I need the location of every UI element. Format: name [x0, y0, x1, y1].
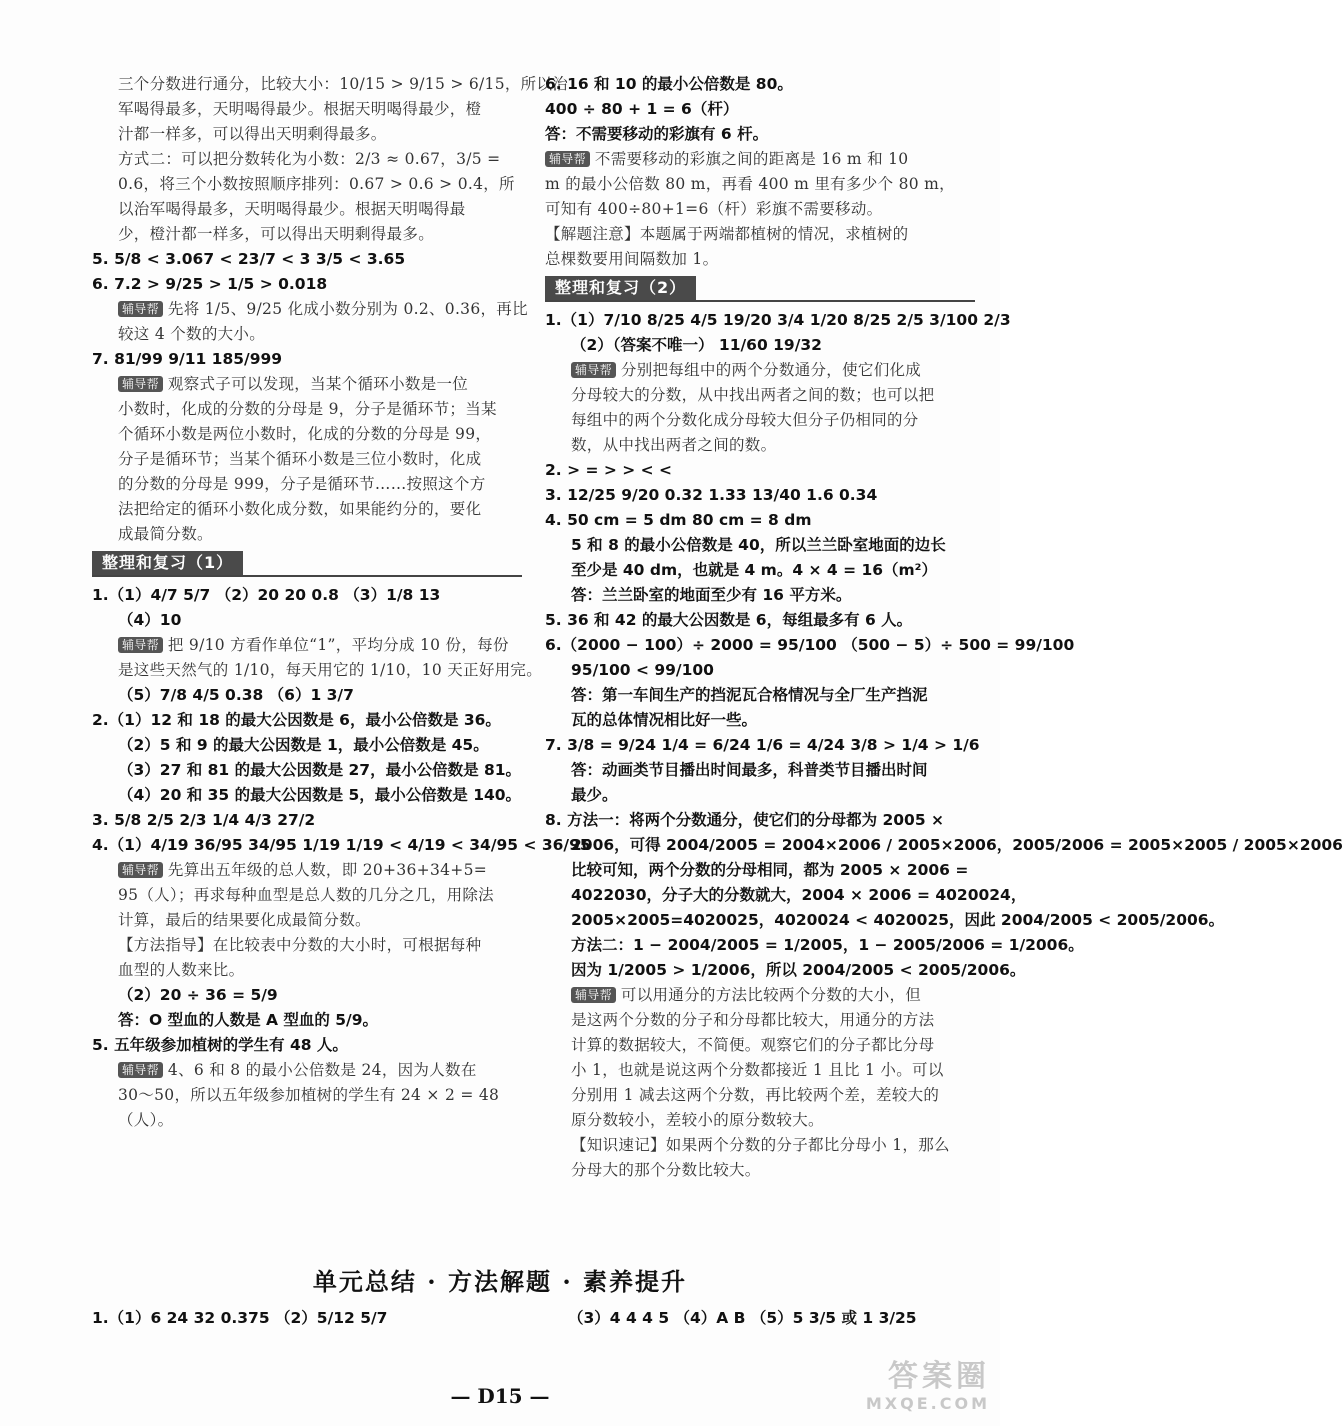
answer-text: 较这 4 个数的大小。: [118, 325, 266, 343]
answer-text: 血型的人数来比。: [118, 961, 245, 979]
answer-line: [92, 447, 522, 472]
answer-line: [545, 958, 1026, 983]
answer-text: 军喝得最多，天明喝得最少。根据天明喝得最少，橙: [118, 100, 482, 118]
answer-text: 5. 36 和 42 的最大公因数是 6，每组最多有 6 人。: [545, 611, 913, 629]
tutor-badge: 辅导帮: [118, 1062, 163, 1078]
answer-text: 不需要移动的彩旗之间的距离是 16 m 和 10: [594, 150, 909, 168]
answer-line: [545, 358, 975, 383]
answer-line: [545, 733, 980, 758]
answer-text: 法把给定的循环小数化成分数，如果能约分的，要化: [118, 500, 482, 518]
answer-line: [92, 172, 522, 197]
answer-text: 7. 3/8 = 9/24 1/4 = 6/24 1/6 = 4/24 3/8 > 1/4 > 1/6: [545, 736, 980, 754]
summary-answer-right: （3）4 4 4 5 （4）A B （5）5 3/5 或 1 3/25: [568, 1309, 917, 1327]
answer-line: [92, 372, 522, 397]
answer-line: [545, 408, 975, 433]
answer-line: [92, 733, 522, 758]
summary-title: 单元总结 · 方法解题 · 素养提升: [312, 1267, 688, 1296]
answer-text: 数，从中找出两者之间的数。: [571, 436, 777, 454]
answer-text: 3. 12/25 9/20 0.32 1.33 13/40 1.6 0.34: [545, 486, 878, 504]
answer-text: 5. 五年级参加植树的学生有 48 人。: [92, 1036, 348, 1054]
answer-line: [545, 458, 975, 483]
answer-line: [545, 247, 975, 272]
answer-text: 6. 7.2 > 9/25 > 1/5 > 0.018: [92, 275, 328, 293]
answer-text: 95/100 < 99/100: [571, 661, 714, 679]
watermark-text: 答案圈: [888, 1359, 990, 1394]
answer-text: （4）20 和 35 的最大公因数是 5，最小公倍数是 140。: [118, 786, 522, 804]
answer-line: [545, 122, 975, 147]
answer-line: [92, 658, 543, 683]
answer-line: [92, 197, 522, 222]
answer-text: 6. 16 和 10 的最小公倍数是 80。: [545, 75, 793, 93]
answer-text: 【知识速记】如果两个分数的分子都比分母小 1，那么: [571, 1136, 950, 1154]
answer-text: 成最简分数。: [118, 525, 213, 543]
answer-line: [92, 708, 522, 733]
answer-text: 分别把每组中的两个分数通分，使它们化成: [620, 361, 922, 379]
answer-line: [545, 172, 975, 197]
answer-text: 答：兰兰卧室的地面至少有 16 平方米。: [571, 586, 852, 604]
answer-text: 2006，可得 2004/2005 = 2004×2006 / 2005×2006，2005/2006 = 2005×2005 / 2005×2006: [571, 836, 1343, 854]
answer-text: 2.（1）12 和 18 的最大公因数是 6，最小公倍数是 36。: [92, 711, 501, 729]
answer-text: 每组中的两个分数化成分母较大但分子仍相同的分: [571, 411, 919, 429]
answer-line: [92, 1108, 522, 1133]
answer-line: [545, 708, 975, 733]
answer-text: 的分数的分母是 999，分子是循环节……按照这个方: [118, 475, 486, 493]
answer-text: 计算，最后的结果要化成最简分数。: [118, 911, 371, 929]
tutor-badge: 辅导帮: [118, 637, 163, 653]
answer-line: [545, 433, 975, 458]
answer-line: [92, 122, 522, 147]
answer-line: [92, 908, 522, 933]
answer-line: [92, 297, 528, 322]
answer-line: [92, 422, 522, 447]
answer-text: 4、6 和 8 的最小公倍数是 24，因为人数在: [167, 1061, 477, 1079]
answer-text: 分别用 1 减去这两个分数，再比较两个差，差较大的: [571, 1086, 940, 1104]
answer-text: 答：不需要移动的彩旗有 6 杆。: [545, 125, 769, 143]
answer-line: [92, 783, 522, 808]
tutor-badge: 辅导帮: [571, 987, 616, 1003]
answer-line: [92, 608, 522, 633]
answer-line: [92, 833, 591, 858]
answer-text: 原分数较小，差较小的原分数较大。: [571, 1111, 824, 1129]
answer-text: 1.（1）7/10 8/25 4/5 19/20 3/4 1/20 8/25 2/5 3/100 2/3: [545, 311, 1011, 329]
answer-text: 可以用通分的方法比较两个分数的大小，但: [620, 986, 922, 1004]
answer-line: [545, 833, 1343, 858]
answer-text: 4022030，分子大的分数就大，2004 × 2006 = 4020024，: [571, 886, 1027, 904]
answer-line: [545, 758, 975, 783]
answer-line: [545, 633, 1075, 658]
answer-text: （人）。: [118, 1111, 174, 1129]
answer-line: [545, 583, 975, 608]
answer-text: 2005×2005=4020025，4020024 < 4020025，因此 2004/2005 < 2005/2006。: [571, 911, 1225, 929]
tutor-badge: 辅导帮: [571, 362, 616, 378]
answer-text: 比较可知，两个分数的分母相同，都为 2005 × 2006 =: [571, 861, 969, 879]
answer-line: [545, 1008, 975, 1033]
answer-text: 答：动画类节目播出时间最多，科普类节目播出时间: [571, 761, 928, 779]
answer-text: 是这些天然气的 1/10，每天用它的 1/10，10 天正好用完。: [118, 661, 543, 679]
answer-text: 小 1，也就是说这两个分数都接近 1 且比 1 小。可以: [571, 1061, 944, 1079]
answer-line: [545, 683, 975, 708]
answer-line: [92, 858, 522, 883]
answer-line: [92, 1083, 522, 1108]
answer-line: [545, 783, 975, 808]
answer-text: 4.（1）4/19 36/95 34/95 1/19 1/19 < 4/19 < 34/95 < 36/95: [92, 836, 591, 854]
answer-line: [545, 72, 975, 97]
answer-line: [545, 383, 975, 408]
section-header: [545, 276, 975, 302]
section-header: [92, 551, 522, 577]
answer-text: 5. 5/8 < 3.067 < 23/7 < 3 3/5 < 3.65: [92, 250, 406, 268]
answer-line: [545, 658, 975, 683]
answer-text: 少，橙汁都一样多，可以得出天明剩得最多。: [118, 225, 435, 243]
answer-text: 先将 1/5、9/25 化成小数分别为 0.2、0.36，再比: [167, 300, 528, 318]
answer-text: 8. 方法一：将两个分数通分，使它们的分母都为 2005 ×: [545, 811, 944, 829]
answer-line: [545, 983, 975, 1008]
answer-text: m 的最小公倍数 80 m，再看 400 m 里有多少个 80 m，: [545, 175, 955, 193]
answer-text: 分母大的那个分数比较大。: [571, 1161, 761, 1179]
answer-text: 汁都一样多，可以得出天明剩得最多。: [118, 125, 387, 143]
answer-text: 30～50，所以五年级参加植树的学生有 24 × 2 = 48: [118, 1086, 500, 1104]
answer-line: [545, 808, 975, 833]
answer-text: 因为 1/2005 > 1/2006，所以 2004/2005 < 2005/2006。: [571, 961, 1026, 979]
answer-line: [92, 683, 522, 708]
answer-line: [545, 483, 975, 508]
answer-line: [92, 883, 522, 908]
tutor-badge: 辅导帮: [118, 301, 163, 317]
answer-text: 瓦的总体情况相比好一些。: [571, 711, 758, 729]
answer-line: [92, 97, 522, 122]
answer-text: 【方法指导】在比较表中分数的大小时，可根据每种: [118, 936, 482, 954]
answer-line: [92, 397, 522, 422]
answer-text: 【解题注意】本题属于两端都植树的情况，求植树的: [545, 225, 909, 243]
answer-text: 1.（1）4/7 5/7 （2）20 20 0.8 （3）1/8 13: [92, 586, 441, 604]
answer-text: （5）7/8 4/5 0.38 （6）1 3/7: [118, 686, 354, 704]
answer-text: （3）27 和 81 的最大公因数是 27，最小公倍数是 81。: [118, 761, 522, 779]
answer-line: [92, 497, 522, 522]
answer-line: [545, 1133, 975, 1158]
answer-text: 95（人）；再求每种血型是总人数的几分之几，用除法: [118, 886, 494, 904]
tutor-badge: 辅导帮: [118, 862, 163, 878]
answer-line: [545, 147, 975, 172]
answer-text: 最少。: [571, 786, 618, 804]
answer-line: [545, 333, 975, 358]
page-number: — D15 —: [450, 1384, 550, 1408]
answer-text: （4）10: [118, 611, 182, 629]
answer-line: [92, 522, 522, 547]
answer-text: 400 ÷ 80 + 1 = 6（杆）: [545, 100, 739, 118]
answer-line: [545, 222, 975, 247]
answer-line: [545, 1058, 975, 1083]
answer-text: 4. 50 cm = 5 dm 80 cm = 8 dm: [545, 511, 812, 529]
answer-text: 个循环小数是两位小数时，化成的分数的分母是 99，: [118, 425, 492, 443]
answer-line: [545, 197, 975, 222]
answer-line: [92, 222, 522, 247]
section-title: 整理和复习（1）: [92, 551, 243, 575]
answer-line: [92, 933, 522, 958]
answer-line: [92, 147, 522, 172]
answer-text: 至少是 40 dm，也就是 4 m。4 × 4 = 16（m²）: [571, 561, 937, 579]
watermark-logo: [800, 1360, 990, 1420]
answer-line: [92, 583, 522, 608]
answer-text: 答：O 型血的人数是 A 型血的 5/9。: [118, 1011, 378, 1029]
answer-line: [92, 472, 522, 497]
answer-text: 小数时，化成的分数的分母是 9，分子是循环节；当某: [118, 400, 497, 418]
answer-text: 分子是循环节；当某个循环小数是三位小数时，化成: [118, 450, 482, 468]
tutor-badge: 辅导帮: [118, 376, 163, 392]
answer-text: 三个分数进行通分，比较大小：10/15 > 9/15 > 6/15，所以治: [118, 75, 569, 93]
answer-text: 分母较大的分数，从中找出两者之间的数；也可以把: [571, 386, 935, 404]
answer-line: [92, 633, 522, 658]
answer-line: [545, 1083, 975, 1108]
answer-text: 先算出五年级的总人数，即 20+36+34+5=: [167, 861, 488, 879]
answer-text: 0.6，将三个小数按照顺序排列：0.67 > 0.6 > 0.4，所: [118, 175, 515, 193]
answer-text: 把 9/10 方看作单位“1”，平均分成 10 份，每份: [167, 636, 509, 654]
answer-line: [545, 883, 1027, 908]
answer-line: [92, 958, 522, 983]
answer-text: （2）5 和 9 的最大公因数是 1，最小公倍数是 45。: [118, 736, 489, 754]
answer-line: [92, 983, 522, 1008]
answer-line: [545, 1033, 975, 1058]
answer-line: [545, 97, 975, 122]
answer-line: [92, 272, 522, 297]
answer-text: 总棵数要用间隔数加 1。: [545, 250, 719, 268]
answer-line: [545, 308, 1011, 333]
answer-line: [545, 908, 1225, 933]
answer-line: [92, 1008, 522, 1033]
answer-text: 5 和 8 的最小公倍数是 40，所以兰兰卧室地面的边长: [571, 536, 946, 554]
answer-text: （2）20 ÷ 36 = 5/9: [118, 986, 278, 1004]
answer-text: 6.（2000 − 100）÷ 2000 = 95/100 （500 − 5）÷ 500 = 99/100: [545, 636, 1075, 654]
answer-line: [545, 1158, 975, 1183]
answer-text: 2. > = > > < <: [545, 461, 672, 479]
answer-text: 方法二：1 − 2004/2005 = 1/2005，1 − 2005/2006 = 1/2006。: [571, 936, 1084, 954]
answer-line: [92, 758, 522, 783]
answer-line: [545, 508, 975, 533]
answer-line: [545, 558, 975, 583]
answer-line: [545, 533, 975, 558]
answer-line: [92, 347, 522, 372]
section-title: 整理和复习（2）: [545, 276, 696, 300]
left-column: [92, 72, 591, 1133]
answer-line: [92, 72, 569, 97]
answer-line: [545, 933, 1084, 958]
answer-text: 观察式子可以发现，当某个循环小数是一位: [167, 375, 469, 393]
answer-line: [92, 247, 522, 272]
answer-text: 可知有 400÷80+1=6（杆）彩旗不需要移动。: [545, 200, 883, 218]
answer-line: [545, 1108, 975, 1133]
answer-text: 3. 5/8 2/5 2/3 1/4 4/3 27/2: [92, 811, 316, 829]
answer-line: [92, 808, 522, 833]
answer-text: 以治军喝得最多，天明喝得最少。根据天明喝得最: [118, 200, 466, 218]
answer-line: [92, 1033, 522, 1058]
answer-text: 计算的数据较大，不简便。观察它们的分子都比分母: [571, 1036, 935, 1054]
summary-answer-left: 1.（1）6 24 32 0.375 （2）5/12 5/7: [92, 1309, 388, 1327]
answer-line: [92, 322, 522, 347]
watermark-url: MXQE.COM: [865, 1394, 990, 1413]
answer-line: [545, 608, 975, 633]
answer-text: 7. 81/99 9/11 185/999: [92, 350, 283, 368]
answer-text: 方式二：可以把分数转化为小数：2/3 ≈ 0.67，3/5 =: [118, 150, 501, 168]
answer-text: （2）（答案不唯一） 11/60 19/32: [571, 336, 822, 354]
answer-text: 是这两个分数的分子和分母都比较大，用通分的方法: [571, 1011, 935, 1029]
answer-line: [92, 1058, 522, 1083]
right-column: [545, 72, 1343, 1183]
answer-line: [545, 858, 975, 883]
tutor-badge: 辅导帮: [545, 151, 590, 167]
answer-text: 答：第一车间生产的挡泥瓦合格情况与全厂生产挡泥: [571, 686, 928, 704]
